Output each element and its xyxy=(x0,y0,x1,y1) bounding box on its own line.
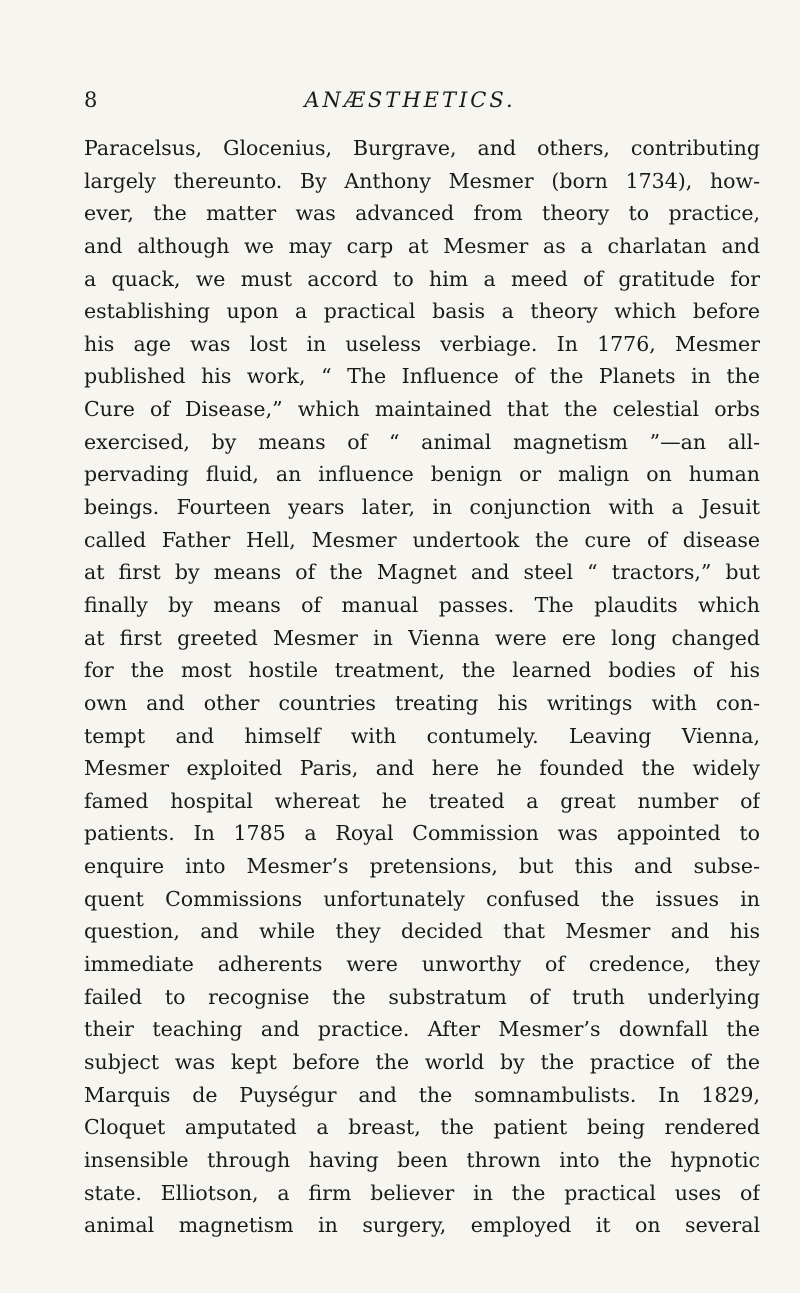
text-line: quent Commissions unfortunately confused the issues in xyxy=(84,886,760,911)
text-line: question, and while they decided that Mesmer and his xyxy=(84,919,760,944)
running-title: ANÆSTHETICS. xyxy=(304,88,516,112)
text-line: patients. In 1785 a Royal Commission was appointed to xyxy=(84,821,760,846)
text-line: tempt and himself with contumely. Leaving Vienna, xyxy=(84,723,760,748)
text-line: for the most hostile treatment, the learned bodies of his xyxy=(84,658,760,683)
text-line: pervading fluid, an influence benign or malign on human xyxy=(84,462,760,487)
text-line: subject was kept before the world by the practice of the xyxy=(84,1049,760,1074)
text-line: Cure of Disease,” which maintained that the celestial orbs xyxy=(84,397,760,422)
text-line: a quack, we must accord to him a meed of gratitude for xyxy=(84,266,760,291)
text-line: famed hospital whereat he treated a great number of xyxy=(84,788,760,813)
text-line: at first greeted Mesmer in Vienna were ere long changed xyxy=(84,625,760,650)
text-line: and although we may carp at Mesmer as a charlatan and xyxy=(84,233,760,258)
text-line: Paracelsus, Glocenius, Burgrave, and others, contributing xyxy=(84,136,760,160)
text-line: exercised, by means of “ animal magnetism ”—an all- xyxy=(84,429,760,454)
body-paragraph xyxy=(60,132,760,1242)
text-line: beings. Fourteen years later, in conjunction with a Jesuit xyxy=(84,495,760,520)
text-line: Marquis de Puységur and the somnambulists. In 1829, xyxy=(84,1082,760,1107)
text-line: own and other countries treating his writings with con- xyxy=(84,690,760,715)
page-number: 8 xyxy=(84,88,99,112)
text-line: insensible through having been thrown into the hypnotic xyxy=(84,1147,760,1172)
book-page xyxy=(60,84,760,1242)
text-line: immediate adherents were unworthy of credence, they xyxy=(84,952,760,977)
text-line: his age was lost in useless verbiage. In 1776, Mesmer xyxy=(84,331,760,356)
text-line: finally by means of manual passes. The plaudits which xyxy=(84,592,760,617)
text-line: their teaching and practice. After Mesmer’s downfall the xyxy=(84,1017,760,1042)
text-line: animal magnetism in surgery, employed it on several xyxy=(84,1213,760,1238)
text-line: published his work, “ The Influence of the Planets in the xyxy=(84,364,760,389)
text-line: at first by means of the Magnet and steel “ tractors,” but xyxy=(84,560,760,585)
text-line: Mesmer exploited Paris, and here he founded the widely xyxy=(84,756,760,781)
text-line: Cloquet amputated a breast, the patient being rendered xyxy=(84,1115,760,1140)
text-line: ever, the matter was advanced from theory to practice, xyxy=(84,201,760,226)
text-line: state. Elliotson, a firm believer in the practical uses of xyxy=(84,1180,760,1205)
text-line: establishing upon a practical basis a theory which before xyxy=(84,299,760,324)
text-line: largely thereunto. By Anthony Mesmer (born 1734), how- xyxy=(84,168,760,193)
text-line: enquire into Mesmer’s pretensions, but this and subse- xyxy=(84,854,760,879)
text-line: failed to recognise the substratum of truth underlying xyxy=(84,984,760,1009)
text-line: called Father Hell, Mesmer undertook the cure of disease xyxy=(84,527,760,552)
running-head xyxy=(60,84,760,114)
